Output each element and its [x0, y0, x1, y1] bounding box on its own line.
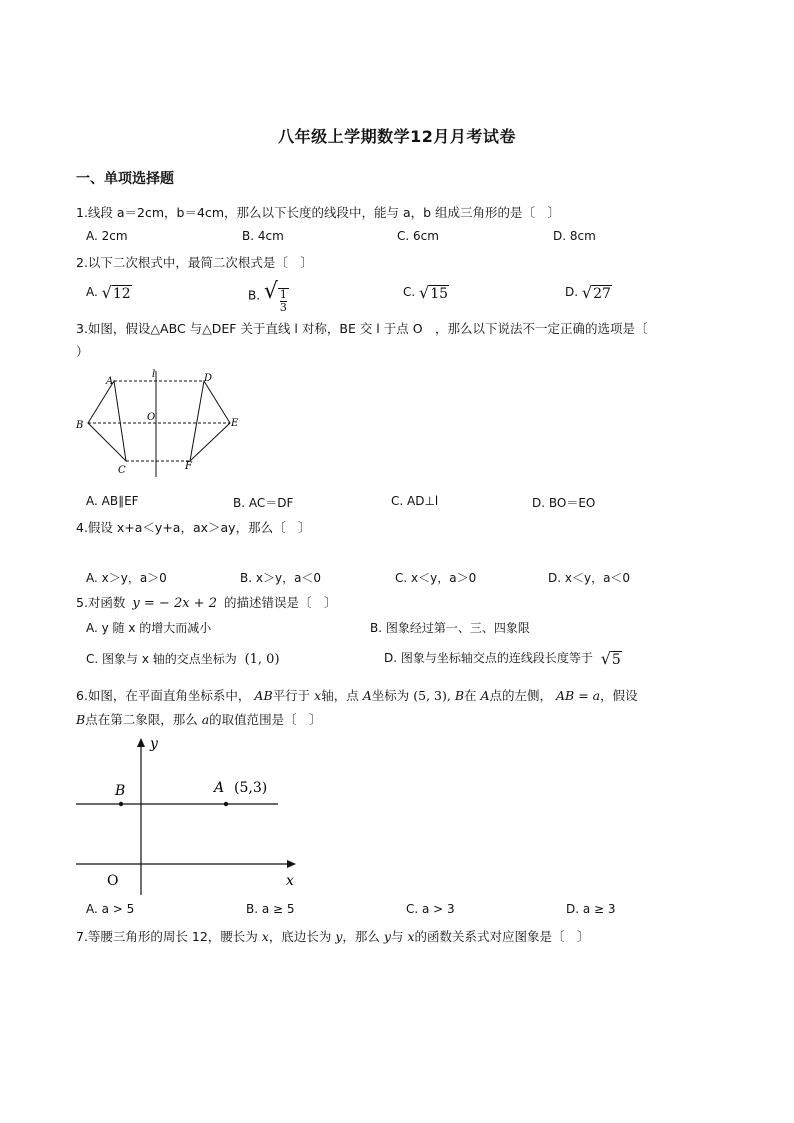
text: ，底边长为 [268, 929, 332, 944]
question-1-stem: 1.线段 a＝2cm，b＝4cm，那么以下长度的线段中，能与 a，b 组成三角形的是〔 〕 [76, 205, 561, 220]
question-4-option-b[interactable]: B. x＞y，a＜0 [240, 571, 322, 585]
text: 6.如图，在平面直角坐标系中， [76, 688, 251, 703]
text: 的取值范围是〔 〕 [209, 712, 322, 727]
text: 在 [464, 688, 477, 703]
text: 点的左侧， [489, 688, 553, 703]
question-6-stem-line-2 [76, 710, 322, 728]
option-text: C. 图象与 x 轴的交点坐标为 [86, 652, 237, 666]
math-AB: AB [254, 688, 273, 703]
question-5-option-d[interactable]: D. 图象与坐标轴交点的连线段长度等于 √5 [384, 649, 621, 668]
option-label: B. [248, 288, 261, 303]
function-formula: y = − 2x + 2 [132, 596, 217, 611]
text: 点在第二象限，那么 [85, 712, 198, 727]
question-3-option-a[interactable]: A. AB∥EF [86, 494, 139, 508]
label-B: B [115, 783, 126, 799]
option-label: D. [565, 285, 579, 299]
math-y: y [335, 929, 343, 944]
triangle-DEF [190, 381, 230, 461]
question-2-stem: 2.以下二次根式中，最简二次根式是〔 〕 [76, 255, 313, 270]
coordinate-figure [70, 735, 302, 897]
radicand: 12 [112, 286, 131, 302]
stem-suffix: 的描述错误是〔 〕 [223, 595, 337, 610]
label-E: E [231, 418, 239, 429]
text: 轴，点 [321, 688, 359, 703]
text: ，假设 [600, 688, 638, 703]
math-y: y [383, 929, 391, 944]
label-C: C [118, 465, 126, 476]
question-6-option-a[interactable]: A. a > 5 [86, 902, 135, 916]
question-1-option-d[interactable]: D. 8cm [553, 229, 596, 243]
y-axis-arrow [137, 738, 145, 747]
question-3-stem-line-1: 3.如图，假设△ABC 与△DEF 关于直线 l 对称，BE 交 l 于点 O ，那么以下说法不一定正确的选项是〔 [76, 321, 648, 336]
label-y: y [150, 736, 158, 752]
text: 与 [390, 929, 404, 944]
question-5-stem [76, 593, 336, 611]
question-6-option-d[interactable]: D. a ≥ 3 [566, 902, 616, 916]
point-B [119, 802, 123, 806]
label-A: A [214, 780, 225, 796]
math-A: A [362, 688, 372, 703]
question-6-stem-line-1 [76, 686, 638, 704]
option-text: D. 图象与坐标轴交点的连线段长度等于 [384, 651, 593, 665]
math-B: B [454, 688, 464, 703]
question-2-option-b[interactable]: B. √ $\frac{1}{3}$ [248, 279, 287, 314]
stem-prefix: 5.对函数 [76, 595, 126, 610]
question-3-option-d[interactable]: D. BO＝EO [532, 496, 596, 510]
question-4-option-d[interactable]: D. x＜y，a＜0 [548, 571, 631, 585]
question-5-option-a[interactable]: A. y 随 x 的增大而减小 [86, 621, 212, 635]
question-3-option-b[interactable]: B. AC＝DF [233, 496, 294, 510]
label-A-coordinate: (5,3) [234, 780, 268, 796]
label-F: F [185, 461, 192, 472]
fraction-denominator: 3 [279, 301, 287, 314]
option-label: A. [86, 285, 98, 299]
radicand: 15 [430, 286, 449, 302]
page-title: 八年级上学期数学12月月考试卷 [278, 127, 516, 146]
point-A [224, 802, 228, 806]
question-6-option-c[interactable]: C. a > 3 [406, 902, 455, 916]
math-x: x [407, 929, 415, 944]
intercept-point: (1, 0) [244, 652, 280, 667]
label-O: O [147, 412, 156, 423]
math-AB-eq-a: AB = a [556, 688, 601, 703]
label-origin: O [107, 873, 119, 889]
radicand: 27 [593, 286, 611, 302]
text: 7.等腰三角形的周长 12，腰长为 [76, 929, 258, 944]
question-3-stem-line-2: ） [76, 344, 89, 359]
x-axis-arrow [287, 860, 296, 868]
math-B: B [76, 712, 86, 727]
math-A: A [480, 688, 490, 703]
label-l: l [152, 369, 156, 380]
symmetry-figure [74, 365, 250, 477]
label-B: B [76, 420, 84, 431]
question-3-option-c[interactable]: C. AD⊥l [391, 494, 439, 508]
question-2-option-d[interactable]: D. √27 [565, 283, 611, 302]
question-6-option-b[interactable]: B. a ≥ 5 [246, 902, 295, 916]
option-label: C. [403, 285, 416, 299]
question-2-option-a[interactable]: A. √12 [86, 283, 131, 302]
radicand: 5 [611, 652, 621, 668]
question-4-option-a[interactable]: A. x＞y，a＞0 [86, 571, 167, 585]
question-1-option-a[interactable]: A. 2cm [86, 229, 128, 243]
label-A: A [106, 376, 114, 387]
question-1-option-c[interactable]: C. 6cm [397, 229, 439, 243]
text: 的函数关系式对应图象是〔 〕 [414, 929, 590, 944]
label-x: x [286, 873, 294, 889]
math-x: x [261, 929, 269, 944]
question-1-option-b[interactable]: B. 4cm [242, 229, 284, 243]
text: ，那么 [342, 929, 380, 944]
math-x: x [314, 688, 322, 703]
section-heading: 一、单项选择题 [76, 171, 174, 187]
question-5-option-b[interactable]: B. 图象经过第一、三、四象限 [370, 621, 530, 635]
question-4-stem: 4.假设 x+a＜y+a，ax＞ay，那么〔 〕 [76, 520, 311, 535]
question-2-option-c[interactable]: C. √15 [403, 283, 449, 302]
label-D: D [204, 373, 213, 384]
question-7-stem [76, 927, 590, 945]
question-4-option-c[interactable]: C. x＜y，a＞0 [395, 571, 477, 585]
math-a: a [201, 712, 210, 727]
question-5-option-c[interactable] [86, 650, 280, 667]
text: 坐标为 [371, 688, 410, 703]
fraction-numerator: 1 [279, 288, 287, 301]
text: 平行于 [272, 688, 311, 703]
triangle-ABC [88, 381, 126, 461]
coordinate-A: (5, 3), [413, 688, 451, 703]
